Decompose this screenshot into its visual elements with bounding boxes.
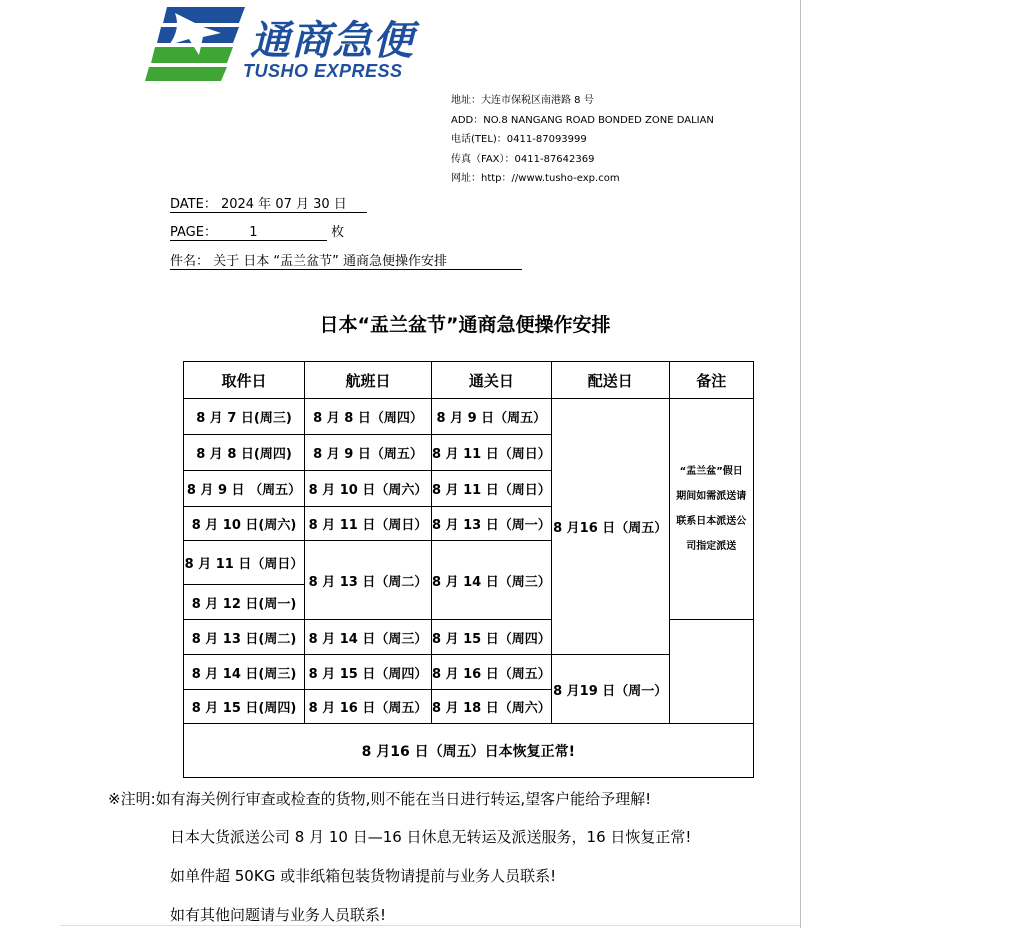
table-header-row [184,362,754,399]
note-text-2: 日本大货派送公司 8 月 10 日—16 日休息无转运及派送服务，16 日恢复正常! [170,828,692,846]
table-footer-row [184,724,754,778]
flight-cell: 8 月 15 日（周四） [305,655,432,690]
note-text-1: 如有海关例行审查或检查的货物,则不能在当日进行转运,望客户能给予理解! [155,790,652,808]
fax-line: 传真（FAX）：0411-87642369 [451,154,595,165]
customs-cell: 8 月 11 日（周日） [432,435,552,471]
pickup-cell: 8 月 8 日(周四) [184,435,305,471]
flight-cell: 8 月 14 日（周三） [305,620,432,655]
pickup-cell: 8 月 15 日(周四) [184,690,305,724]
page-edge-divider [800,0,801,928]
note-text-3: 如单件超 50KG 或非纸箱包装货物请提前与业务人员联系! [170,867,557,885]
note-prefix: ※注明: [108,790,156,808]
date-label: DATE： [170,197,217,212]
flight-cell: 8 月 9 日（周五） [305,435,432,471]
page-label: PAGE： [170,225,217,240]
header-delivery: 配送日 [551,362,669,399]
flight-cell: 8 月 13 日（周二） [305,541,432,620]
customs-cell: 8 月 15 日（周四） [432,620,552,655]
customs-cell: 8 月 9 日（周五） [432,399,552,435]
remark-empty-cell [669,620,753,724]
subject-value: 关于 日本 “盂兰盆节” 通商急便操作安排 [213,254,448,269]
customs-cell: 8 月 14 日（周三） [432,541,552,620]
pickup-cell: 8 月 11 日（周日） [184,541,305,585]
address-line: 地址：大连市保税区南港路 8 号 [451,95,594,106]
flight-cell: 8 月 8 日（周四） [305,399,432,435]
note-text-4: 如有其他问题请与业务人员联系! [170,906,387,924]
customs-cell: 8 月 11 日（周日） [432,471,552,507]
telephone-line: 电话(TEL)：0411-87093999 [451,134,587,145]
delivery-cell-2: 8 月19 日（周一） [551,655,669,724]
subject-field [170,250,522,270]
pickup-cell: 8 月 7 日(周三) [184,399,305,435]
page-count-field [170,221,344,241]
company-logo [145,3,414,85]
subject-label: 件名： [170,254,210,269]
customs-cell: 8 月 13 日（周一） [432,507,552,541]
logo-chinese-text: 通商急便 [250,18,414,64]
logo-mark-icon [145,3,245,83]
document-title: 日本“盂兰盆节”通商急便操作安排 [319,314,611,336]
delivery-cell-1: 8 月16 日（周五） [551,399,669,655]
table-row [184,399,754,435]
date-field [170,193,367,213]
date-value: 2024 年 07 月 30 日 [220,197,347,212]
customs-cell: 8 月 16 日（周五） [432,655,552,690]
footer-cell: 8 月16 日（周五）日本恢复正常! [184,724,754,778]
schedule-table [183,361,754,778]
flight-cell: 8 月 16 日（周五） [305,690,432,724]
flight-cell: 8 月 10 日（周六） [305,471,432,507]
header-remark: 备注 [669,362,753,399]
flight-cell: 8 月 11 日（周日） [305,507,432,541]
header-customs: 通关日 [432,362,552,399]
header-pickup: 取件日 [184,362,305,399]
pickup-cell: 8 月 10 日(周六) [184,507,305,541]
website-line: 网址：http：//www.tusho-exp.com [451,173,620,184]
page-bottom-divider [60,925,800,926]
pickup-cell: 8 月 14 日(周三) [184,655,305,690]
note-first-line [108,788,651,809]
pickup-cell: 8 月 9 日 （周五） [184,471,305,507]
address-english-line: ADD：NO.8 NANGANG ROAD BONDED ZONE DALIAN [451,115,714,126]
table-row [184,655,754,690]
pickup-cell: 8 月 12 日(周一) [184,585,305,620]
logo-english-text: TUSHO EXPRESS [243,61,403,81]
page-unit: 枚 [331,225,345,240]
customs-cell: 8 月 18 日（周六） [432,690,552,724]
header-flight: 航班日 [305,362,432,399]
pickup-cell: 8 月 13 日(周二) [184,620,305,655]
page-value: 1 [249,225,258,240]
remark-cell: “盂兰盆”假日期间如需派送请联系日本派送公司指定派送 [669,399,753,620]
